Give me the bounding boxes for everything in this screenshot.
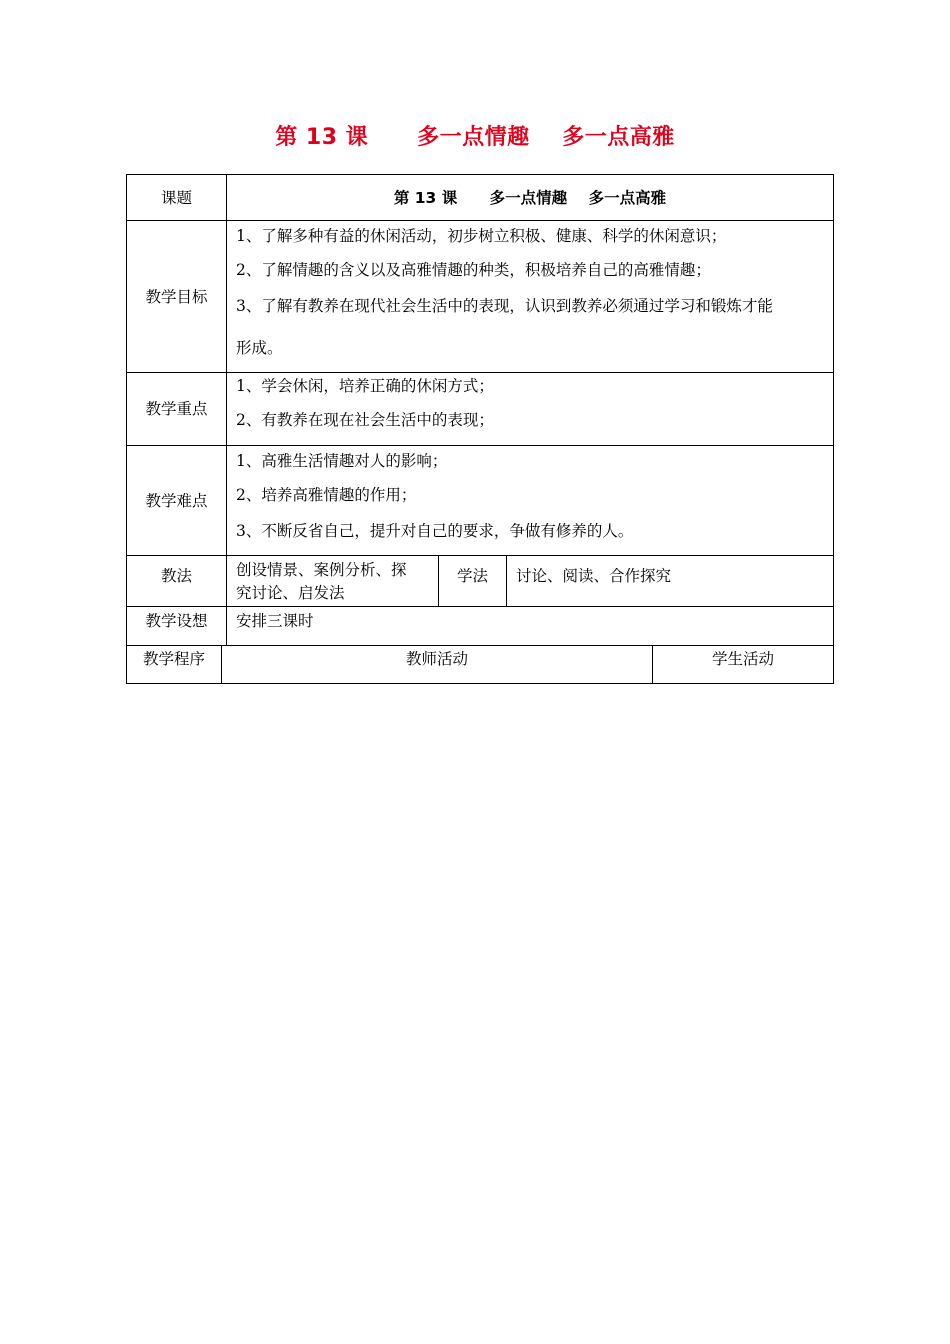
key-point-item: 2、有教养在现在社会生活中的表现；: [236, 411, 494, 429]
key-points-list: [236, 373, 828, 445]
difficulty-item: 1、高雅生活情趣对人的影响；: [236, 452, 448, 470]
plan-value: 安排三课时: [236, 612, 314, 630]
goal-item: 2、了解情趣的含义以及高雅情趣的种类，积极培养自己的高雅情趣；: [236, 261, 711, 279]
study-method-label: 学法: [456, 567, 488, 585]
key-point-item: 1、学会休闲，培养正确的休闲方式；: [236, 377, 494, 395]
teacher-activity-header: 教师活动: [405, 650, 468, 668]
difficulty-item: 3、不断反省自己，提升对自己的要求，争做有修养的人。: [236, 522, 634, 540]
key-points-label: 教学重点: [145, 400, 208, 418]
page-title: 第 13 课 多一点情趣 多一点高雅: [275, 125, 675, 150]
goals-list: [236, 221, 828, 372]
method-value-line: 创设情景、案例分析、探: [236, 561, 407, 579]
difficulties-label: 教学难点: [145, 491, 208, 510]
method-value-line: 究讨论、启发法: [236, 584, 345, 602]
difficulties-list: [236, 446, 828, 555]
topic-value: 第 13 课 多一点情趣 多一点高雅: [393, 188, 667, 207]
difficulty-item: 2、培养高雅情趣的作用；: [236, 486, 417, 504]
goal-item: 1、了解多种有益的休闲活动，初步树立积极、健康、科学的休闲意识；: [236, 227, 727, 245]
goals-label: 教学目标: [145, 287, 208, 306]
student-activity-header: 学生活动: [711, 650, 774, 668]
goal-item: 3、了解有教养在现代社会生活中的表现，认识到教养必须通过学习和锻炼才能: [236, 297, 773, 315]
goal-item: 形成。: [236, 339, 283, 357]
topic-label: 课题: [160, 188, 192, 207]
procedure-label: 教学程序: [142, 650, 205, 668]
study-method-value: 讨论、阅读、合作探究: [516, 567, 672, 585]
method-value: [236, 556, 436, 606]
plan-label: 教学设想: [145, 612, 208, 630]
method-label: 教法: [160, 567, 192, 585]
